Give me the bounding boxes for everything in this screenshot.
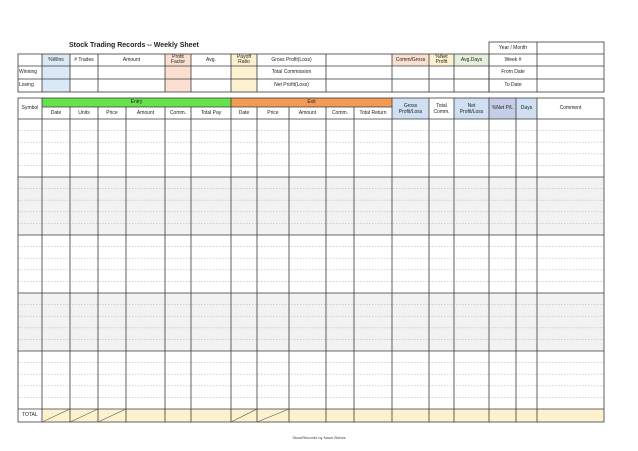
losing-label: Losing [19,82,34,88]
to-date-label: To Date [504,82,522,88]
symbol-header: Symbol [21,105,39,111]
wins-pct-header: %Wins [42,54,70,66]
net-profit-loss-header: Net Profit/Loss [459,102,484,115]
total-commission-label: Total Commission [271,69,312,75]
entry-price-header: Price [106,109,118,116]
entry-amount-header: Amount [136,109,155,116]
comment-header: Comment [559,105,582,111]
comm-gross-header: Comm/Gross [392,54,429,66]
exit-date-header: Date [238,109,250,116]
year-month-label: Year / Month [498,44,528,51]
trades-header: # Trades [74,56,94,63]
gross-profit-loss-header: Gross Profit/Loss [398,102,423,115]
from-date-label: From Date [501,69,525,75]
profit-factor-header: Profit Factor [165,54,191,66]
exit-amount-header: Amount [298,109,317,116]
avg-header: Avg. [206,56,216,63]
total-comm-header: Total Comm. [433,102,450,115]
exit-comm-header: Comm. [331,109,349,116]
amount-header: Amount [122,56,141,63]
avg-days-header: Avg.Days [454,54,489,66]
entry-comm-header: Comm. [169,109,187,116]
gross-profit-label: Gross Profit(Loss) [271,56,312,63]
winning-label: Winning [19,69,38,75]
entry-total-pay-header: Total Pay [200,109,222,116]
net-profit-pct-header: %Net Profit [429,54,454,66]
entry-units-header: Units [78,109,90,116]
exit-group-header: Exit [231,98,392,107]
entry-date-header: Date [50,109,62,116]
exit-price-header: Price [267,109,279,116]
exit-total-return-header: Total Return [359,109,387,116]
entry-group-header: Entry [42,98,231,107]
total-label: TOTAL [22,412,38,418]
page-title: Stock Trading Records -- Weekly Sheet [69,42,199,49]
footer-credit: StockRecords by Naun Bohes [292,435,346,440]
payoff-ratio-header: Payoff Ratio [231,54,257,66]
net-pl-pct-header: %Net P/L [491,105,514,111]
week-label: Week # [504,56,522,63]
days-header: Days [520,105,533,111]
net-profit-label: Net Profit(Loss) [274,82,309,88]
